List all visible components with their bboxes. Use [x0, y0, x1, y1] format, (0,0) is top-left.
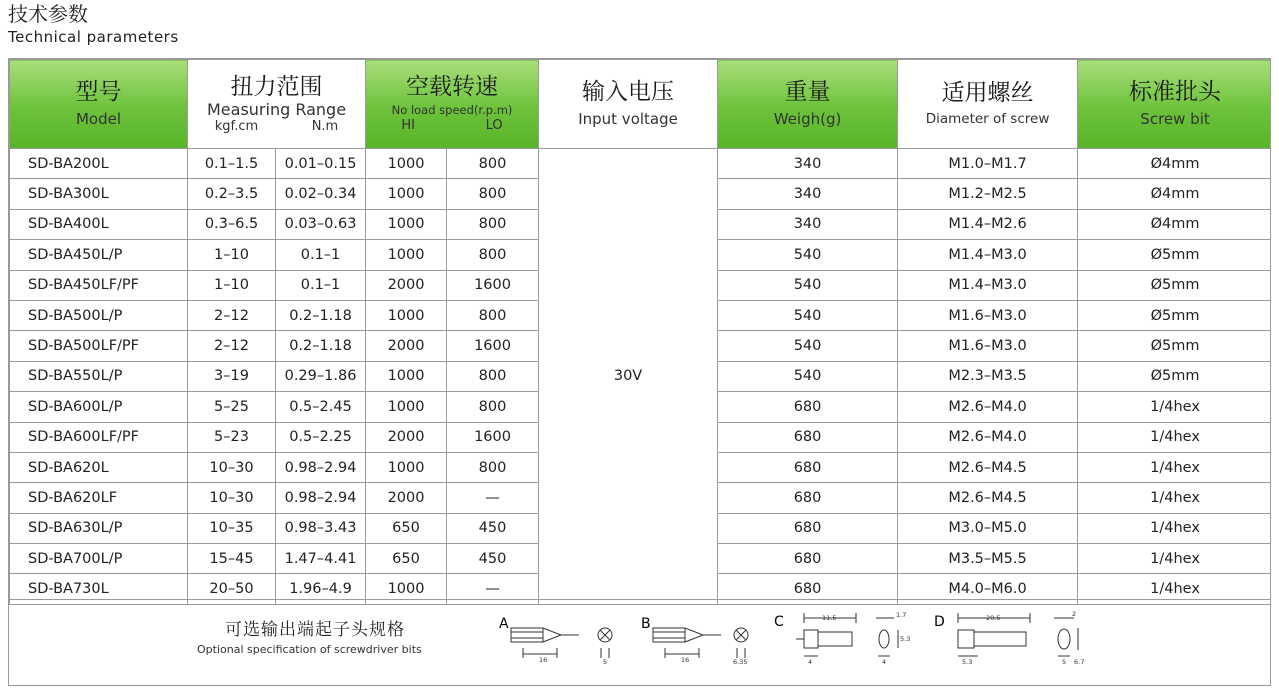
header-speed: 空载转速 No load speed(r.p.m) HI LO [366, 60, 539, 149]
cell-weight: 680 [718, 422, 898, 452]
cell-bit: 1/4hex [1078, 544, 1271, 574]
cell-nm: 0.1–1 [276, 270, 366, 300]
cell-kgf: 0.2–3.5 [188, 179, 276, 209]
cell-kgf: 0.3–6.5 [188, 209, 276, 239]
cell-model: SD-BA600L/P [10, 392, 188, 422]
svg-text:4: 4 [882, 658, 887, 666]
cell-screw: M1.4–M3.0 [898, 270, 1078, 300]
cell-model: SD-BA500L/P [10, 300, 188, 330]
cell-lo: — [447, 483, 539, 513]
cell-bit: 1/4hex [1078, 392, 1271, 422]
cell-nm: 0.2–1.18 [276, 300, 366, 330]
cell-screw: M4.0–M6.0 [898, 574, 1078, 604]
cell-kgf: 20–50 [188, 574, 276, 604]
cell-kgf: 15–45 [188, 544, 276, 574]
svg-text:11.5: 11.5 [822, 614, 837, 622]
cell-lo: 1600 [447, 331, 539, 361]
cell-nm: 0.02–0.34 [276, 179, 366, 209]
cell-hi: 2000 [366, 422, 447, 452]
cell-nm: 1.47–4.41 [276, 544, 366, 574]
cell-bit: 1/4hex [1078, 422, 1271, 452]
cell-model: SD-BA550L/P [10, 361, 188, 391]
cell-screw: M2.6–M4.0 [898, 392, 1078, 422]
cell-screw: M1.0–M1.7 [898, 149, 1078, 179]
cell-nm: 1.96–4.9 [276, 574, 366, 604]
cell-screw: M2.6–M4.5 [898, 483, 1078, 513]
cell-bit: 1/4hex [1078, 483, 1271, 513]
cell-model: SD-BA450L/P [10, 240, 188, 270]
cell-lo: 800 [447, 240, 539, 270]
cell-voltage: 30V [539, 149, 718, 605]
cell-hi: 1000 [366, 392, 447, 422]
cell-lo: 800 [447, 361, 539, 391]
header-bit: 标准批头 Screw bit [1078, 60, 1271, 149]
cell-nm: 0.03–0.63 [276, 209, 366, 239]
cell-model: SD-BA600LF/PF [10, 422, 188, 452]
cell-bit: Ø4mm [1078, 149, 1271, 179]
cell-hi: 1000 [366, 300, 447, 330]
cell-hi: 2000 [366, 331, 447, 361]
spec-table [9, 59, 1271, 605]
svg-text:4: 4 [808, 658, 813, 666]
cell-nm: 0.01–0.15 [276, 149, 366, 179]
cell-hi: 1000 [366, 179, 447, 209]
cell-kgf: 0.1–1.5 [188, 149, 276, 179]
cell-nm: 0.98–3.43 [276, 513, 366, 543]
cell-lo: 800 [447, 179, 539, 209]
cell-lo: — [447, 574, 539, 604]
cell-kgf: 5–23 [188, 422, 276, 452]
svg-text:16: 16 [539, 656, 548, 664]
cell-screw: M3.5–M5.5 [898, 544, 1078, 574]
cell-lo: 450 [447, 544, 539, 574]
cell-weight: 340 [718, 149, 898, 179]
cell-bit: 1/4hex [1078, 513, 1271, 543]
cell-lo: 800 [447, 452, 539, 482]
cell-hi: 1000 [366, 361, 447, 391]
cell-model: SD-BA730L [10, 574, 188, 604]
cell-model: SD-BA400L [10, 209, 188, 239]
cell-screw: M2.6–M4.5 [898, 452, 1078, 482]
cell-kgf: 10–35 [188, 513, 276, 543]
cell-kgf: 3–19 [188, 361, 276, 391]
cell-weight: 540 [718, 240, 898, 270]
cell-model: SD-BA620L [10, 452, 188, 482]
cell-model: SD-BA300L [10, 179, 188, 209]
cell-model: SD-BA630L/P [10, 513, 188, 543]
cell-screw: M3.0–M5.0 [898, 513, 1078, 543]
cell-nm: 0.29–1.86 [276, 361, 366, 391]
bits-title: 可选输出端起子头规格 [225, 620, 405, 640]
cell-hi: 2000 [366, 270, 447, 300]
cell-nm: 0.98–2.94 [276, 483, 366, 513]
header-voltage: 输入电压 Input voltage [539, 60, 718, 149]
cell-screw: M1.6–M3.0 [898, 331, 1078, 361]
cell-lo: 1600 [447, 270, 539, 300]
bit-label: A [499, 616, 509, 632]
cell-weight: 540 [718, 270, 898, 300]
header-torque: 扭力范围 Measuring Range kgf.cm N.m [188, 60, 366, 149]
cell-bit: Ø5mm [1078, 270, 1271, 300]
cell-screw: M2.6–M4.0 [898, 422, 1078, 452]
cell-screw: M2.3–M3.5 [898, 361, 1078, 391]
cell-lo: 800 [447, 209, 539, 239]
cell-lo: 450 [447, 513, 539, 543]
header-weight: 重量 Weigh(g) [718, 60, 898, 149]
spec-sheet [8, 58, 1271, 686]
cell-hi: 650 [366, 544, 447, 574]
cell-screw: M1.6–M3.0 [898, 300, 1078, 330]
bit-label: D [934, 614, 945, 630]
cell-bit: Ø5mm [1078, 361, 1271, 391]
svg-text:2: 2 [1072, 610, 1077, 618]
cell-weight: 340 [718, 209, 898, 239]
cell-hi: 1000 [366, 452, 447, 482]
cell-weight: 340 [718, 179, 898, 209]
cell-kgf: 2–12 [188, 300, 276, 330]
page-subtitle: Technical parameters [8, 28, 179, 46]
cell-lo: 800 [447, 392, 539, 422]
cell-weight: 540 [718, 361, 898, 391]
cell-bit: Ø5mm [1078, 331, 1271, 361]
cell-bit: 1/4hex [1078, 452, 1271, 482]
cell-weight: 680 [718, 392, 898, 422]
cell-model: SD-BA620LF [10, 483, 188, 513]
cell-kgf: 2–12 [188, 331, 276, 361]
cell-model: SD-BA200L [10, 149, 188, 179]
header-model: 型号 Model [10, 60, 188, 149]
cell-hi: 650 [366, 513, 447, 543]
table-row [10, 149, 1272, 179]
bit-label: B [641, 616, 651, 632]
svg-text:5: 5 [603, 658, 608, 666]
cell-screw: M1.4–M2.6 [898, 209, 1078, 239]
cell-model: SD-BA700L/P [10, 544, 188, 574]
cell-bit: Ø4mm [1078, 179, 1271, 209]
cell-hi: 1000 [366, 209, 447, 239]
svg-text:5: 5 [1062, 658, 1067, 666]
cell-kgf: 10–30 [188, 483, 276, 513]
cell-lo: 800 [447, 149, 539, 179]
svg-text:6.7: 6.7 [1074, 658, 1084, 666]
cell-weight: 680 [718, 544, 898, 574]
cell-bit: 1/4hex [1078, 574, 1271, 604]
cell-kgf: 5–25 [188, 392, 276, 422]
header-screw: 适用螺丝 Diameter of screw [898, 60, 1078, 149]
cell-screw: M1.4–M3.0 [898, 240, 1078, 270]
cell-model: SD-BA450LF/PF [10, 270, 188, 300]
cell-weight: 680 [718, 574, 898, 604]
cell-lo: 800 [447, 300, 539, 330]
cell-kgf: 1–10 [188, 270, 276, 300]
cell-nm: 0.98–2.94 [276, 452, 366, 482]
cell-bit: Ø5mm [1078, 240, 1271, 270]
cell-weight: 680 [718, 483, 898, 513]
cell-kgf: 10–30 [188, 452, 276, 482]
cell-kgf: 1–10 [188, 240, 276, 270]
bits-footer [9, 599, 1270, 685]
cell-screw: M1.2–M2.5 [898, 179, 1078, 209]
svg-text:6.35: 6.35 [733, 658, 748, 666]
svg-text:16: 16 [681, 656, 690, 664]
cell-weight: 680 [718, 452, 898, 482]
cell-nm: 0.1–1 [276, 240, 366, 270]
cell-hi: 1000 [366, 240, 447, 270]
cell-lo: 1600 [447, 422, 539, 452]
svg-text:5.3: 5.3 [900, 635, 911, 643]
cell-nm: 0.2–1.18 [276, 331, 366, 361]
bits-subtitle: Optional specification of screwdriver bits [197, 643, 422, 656]
cell-nm: 0.5–2.45 [276, 392, 366, 422]
cell-hi: 2000 [366, 483, 447, 513]
cell-hi: 1000 [366, 574, 447, 604]
cell-weight: 540 [718, 300, 898, 330]
bit-label: C [774, 614, 784, 630]
header-row [10, 60, 1272, 149]
cell-weight: 680 [718, 513, 898, 543]
cell-weight: 540 [718, 331, 898, 361]
cell-nm: 0.5–2.25 [276, 422, 366, 452]
svg-text:20.5: 20.5 [986, 614, 1001, 622]
cell-bit: Ø4mm [1078, 209, 1271, 239]
cell-bit: Ø5mm [1078, 300, 1271, 330]
page-title: 技术参数 [8, 2, 88, 26]
svg-text:5.3: 5.3 [962, 658, 973, 666]
cell-hi: 1000 [366, 149, 447, 179]
cell-model: SD-BA500LF/PF [10, 331, 188, 361]
svg-text:1.7: 1.7 [896, 611, 907, 619]
